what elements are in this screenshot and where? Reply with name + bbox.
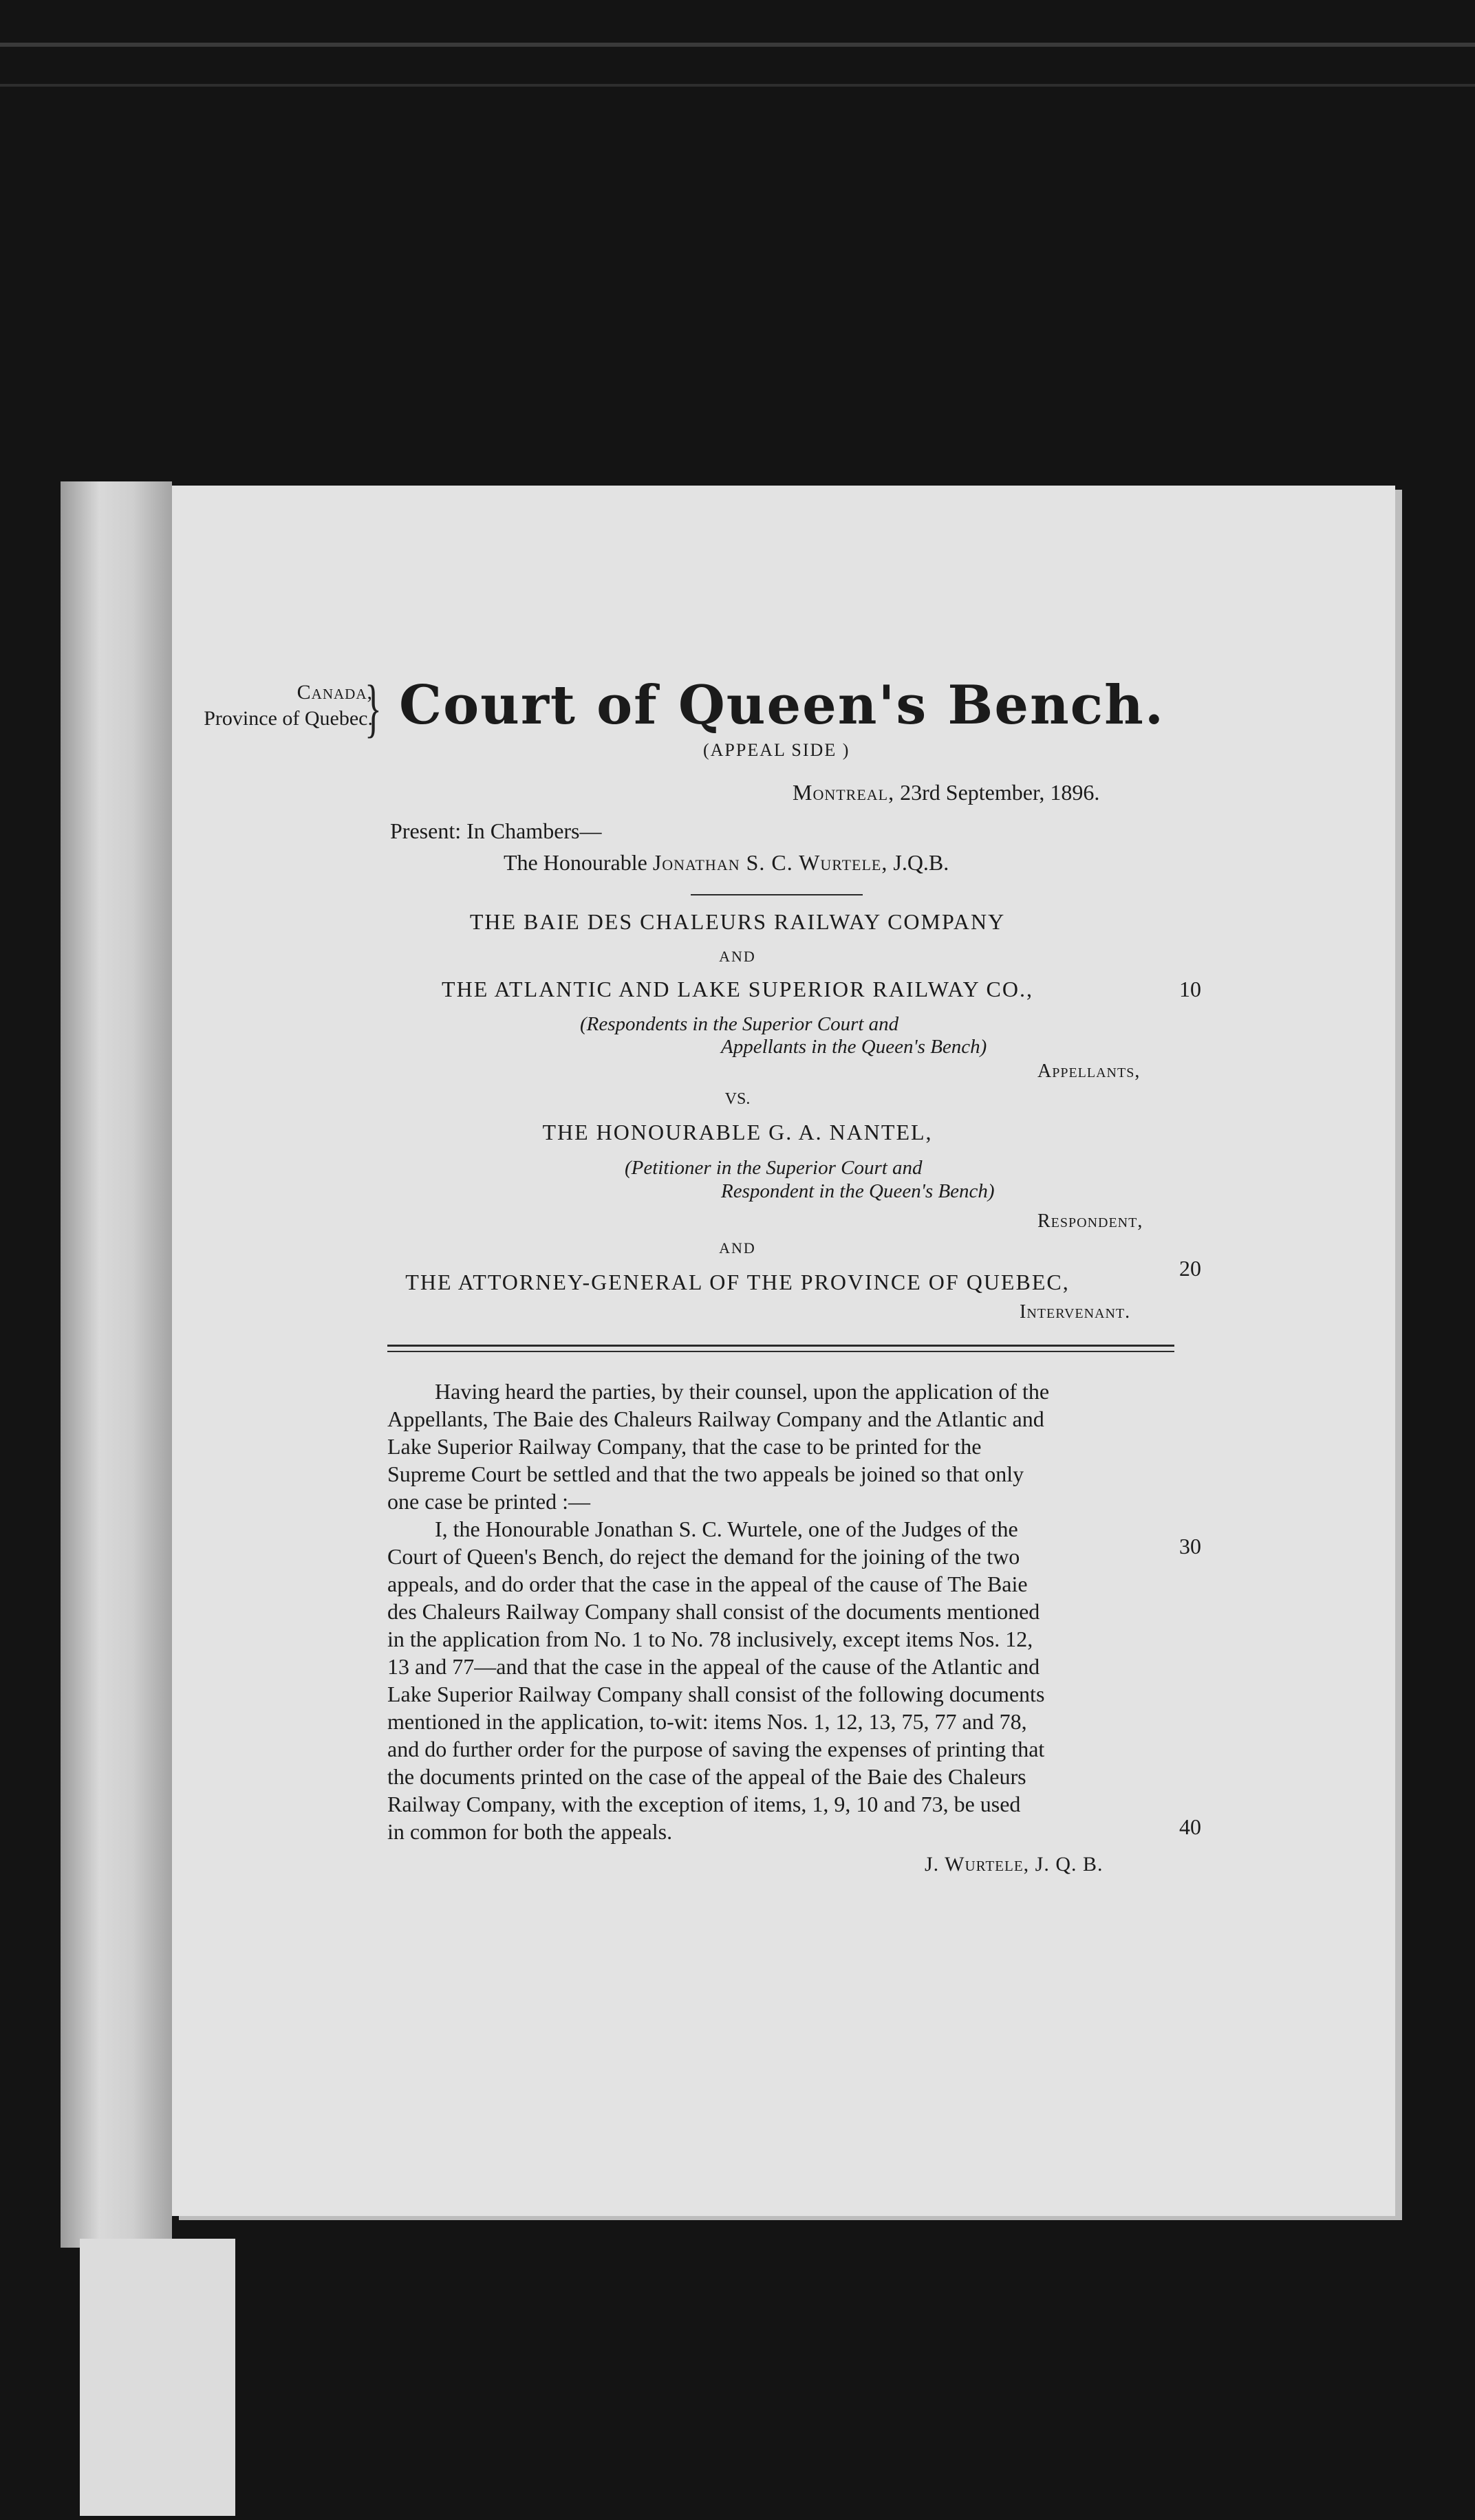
body-line: and do further order for the purpose of saving the expenses of printing that [387,1737,1045,1761]
signature: J. Wurtele, J. Q. B. [925,1853,1103,1876]
body-line: Appellants, The Baie des Chaleurs Railway Company and the Atlantic and [387,1406,1044,1431]
jurisdiction-brace: } [365,673,382,744]
body-line: the documents printed on the case of the appeal of the Baie des Chaleurs [387,1764,1026,1789]
body-line: appeals, and do order that the case in the appeal of the cause of The Baie [387,1572,1028,1596]
body-line: Having heard the parties, by their counsel, upon the application of the [435,1379,1050,1404]
body-line: in common for both the appeals. [387,1819,673,1844]
body-line: in the application from No. 1 to No. 78 inclusively, except items Nos. 12, [387,1627,1033,1651]
short-rule [691,894,863,895]
jurisdiction-country: Canada, [297,681,373,704]
page-fold [61,481,172,2248]
party-nantel: THE HONOURABLE G. A. NANTEL, [542,1120,933,1144]
body-line: Railway Company, with the exception of items, 1, 9, 10 and 73, be used [387,1792,1021,1816]
and-connector: AND [719,1239,756,1257]
party-atlantic-lake-superior: THE ATLANTIC AND LAKE SUPERIOR RAILWAY CO., [442,977,1033,1001]
line-number-40: 40 [1179,1814,1201,1839]
dateline-place: Montreal, [793,780,895,805]
double-rule-bottom [387,1351,1174,1352]
intervenant-label: Intervenant. [1020,1301,1131,1323]
body-line: Lake Superior Railway Company, that the case to be printed for the [387,1434,982,1459]
film-edge-band [0,84,1475,87]
line-number-30: 30 [1179,1534,1201,1558]
party-attorney-general: THE ATTORNEY-GENERAL OF THE PROVINCE OF QUEBEC, [405,1270,1070,1294]
body-line: Lake Superior Railway Company shall consist of the following documents [387,1682,1045,1706]
body-line: des Chaleurs Railway Company shall consist of the documents mentioned [387,1599,1040,1624]
body-line: one case be printed :— [387,1489,590,1514]
and-connector: AND [719,948,756,965]
judge-title: J.Q.B. [893,850,949,875]
double-rule-top [387,1345,1174,1347]
line-number-20: 20 [1179,1256,1201,1281]
dateline [793,780,1099,805]
versus-label: VS. [724,1090,751,1108]
party3-role-line1: (Petitioner in the Superior Court and [625,1157,923,1179]
judge-prefix: The Honourable [504,850,647,875]
jurisdiction-province: Province of Quebec. [204,707,373,730]
film-edge-band [0,43,1475,47]
judge-name: Jonathan S. C. Wurtele, [652,850,888,875]
body-line: Court of Queen's Bench, do reject the demand for the joining of the two [387,1544,1020,1569]
line-number-10: 10 [1179,977,1201,1001]
court-title: Court of Queen's Bench. [399,674,1165,737]
body-line: Supreme Court be settled and that the two appeals be joined so that only [387,1462,1024,1486]
appeal-side-label: (APPEAL SIDE ) [703,740,850,760]
party2-role-line2: Appellants in the Queen's Bench) [721,1036,987,1058]
present-line: Present: In Chambers— [390,818,602,843]
appellants-label: Appellants, [1037,1061,1141,1082]
body-line: I, the Honourable Jonathan S. C. Wurtele, one of the Judges of the [435,1517,1018,1541]
body-line: 13 and 77—and that the case in the appeal of the cause of the Atlantic and [387,1654,1040,1679]
party-baie-des-chaleurs: THE BAIE DES CHALEURS RAILWAY COMPANY [469,909,1006,934]
respondent-label: Respondent, [1037,1210,1143,1232]
body-line: mentioned in the application, to-wit: items Nos. 1, 12, 13, 75, 77 and 78, [387,1709,1027,1734]
judge-line [504,850,949,876]
paper-tab [80,2239,235,2516]
party2-role-line1: (Respondents in the Superior Court and [580,1013,899,1035]
party3-role-line2: Respondent in the Queen's Bench) [721,1180,995,1202]
dateline-date: 23rd September, 1896. [900,780,1100,805]
